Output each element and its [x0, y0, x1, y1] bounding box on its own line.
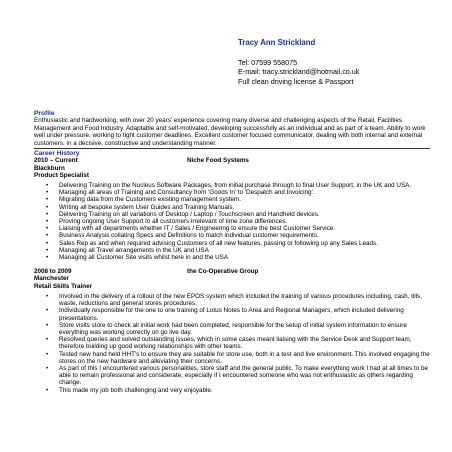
bullet-icon: •: [46, 210, 49, 218]
job-location: Blackburn: [34, 164, 65, 172]
bullet-icon: •: [46, 239, 49, 247]
duty-text: Involved in the delivery of a rollout of the new EPOS system which included the training of various procedures including, cash, tills, waste, reductions and general stores procedures.: [59, 292, 422, 308]
duty-text: This made my job both challenging and very enjoyable.: [59, 386, 213, 394]
job-header: [34, 157, 430, 179]
bullet-icon: •: [46, 254, 49, 262]
duty-text: Managing all areas of Training and Consultancy from 'Goods In' to 'Despatch and Invoicing'.: [59, 189, 315, 197]
list-item: [46, 336, 430, 350]
list-item: [46, 225, 430, 232]
career-heading: Career History: [34, 150, 80, 158]
list-item: [46, 218, 430, 225]
job-header: [34, 268, 430, 290]
cv-body: [34, 110, 430, 394]
email: E-mail: tracy.strickland@hotmail.co.uk: [238, 67, 360, 77]
list-item: [46, 211, 430, 218]
candidate-name: Tracy Ann Strickland: [238, 38, 316, 47]
bullet-icon: •: [46, 292, 49, 300]
list-item: [46, 247, 430, 254]
bullet-icon: •: [46, 386, 49, 394]
job-title: Product Specialist: [34, 171, 89, 179]
list-item: [46, 189, 430, 196]
profile-text: Enthusiastic and hardworking, with over 20 years' experience covering many diverse and challenging aspects of the Retail, Facilities Management and Food Industry. Adaptable and self-motivated, developing successfully as an individual and as part of a team. Ability to work well under pressure, working to tight customer deadlines. Excellent customer focused communicator, dealing with both internal and external customers, in a decisive, constructive and understanding manner.: [34, 117, 426, 147]
bullet-icon: •: [46, 203, 49, 211]
job-duties-list: [34, 182, 430, 261]
bullet-icon: •: [46, 350, 49, 358]
list-item: [46, 351, 430, 365]
bullet-icon: •: [46, 218, 49, 226]
duty-text: Managing all Customer Site visits whilst here in and the USA: [59, 254, 229, 262]
profile-heading: Profile: [34, 110, 55, 117]
duty-text: Individually responsible for the one to one training of Lotus Notes to Area and Regional Managers, which included delivering presentations.: [59, 307, 404, 322]
bullet-icon: •: [46, 232, 49, 240]
driving-licence: Full clean driving license & Passport: [238, 76, 354, 86]
bullet-icon: •: [46, 246, 49, 254]
duty-text: As part of this I encountered various personalities, store staff and the general public. To make everything work I had at all times to be able to remain professional and considerate, especially if I encountered someone who was not enthusiastic as others regarding change.: [59, 364, 429, 387]
duty-text: Sales Rep as and when required advising Customers of all new features, passing or following up any Sales Leads.: [59, 239, 378, 247]
duty-text: Managing all Travel arrangements in the UK and USA: [59, 246, 209, 254]
duty-text: Migrating data from the Customers existing management system.: [59, 196, 241, 204]
list-item: [46, 232, 430, 239]
bullet-icon: •: [46, 307, 49, 315]
list-item: [46, 254, 430, 261]
list-item: [46, 387, 430, 394]
list-item: [46, 365, 430, 387]
bullet-icon: •: [46, 225, 49, 233]
list-item: [46, 196, 430, 203]
list-item: [46, 322, 430, 336]
bullet-icon: •: [46, 196, 49, 204]
duty-text: Delivering Training on the Nucleus Software Packages, from initial purchase through to final User Support, in the UK and USA.: [59, 182, 412, 190]
bullet-icon: •: [46, 321, 49, 329]
list-item: [46, 293, 430, 307]
job-dates: 2008 to 2009: [34, 268, 72, 276]
job-list: [34, 157, 430, 393]
duty-text: Resolved queries and solved outstanding issues, which in some cases meant liaising with the Service Desk and Support team, therefore building up good working relationships with other teams.: [59, 336, 412, 351]
duty-text: Proving ongoing User Support to all customers irrelevant of time zone differences.: [59, 218, 288, 226]
job-entry: [34, 268, 430, 393]
duty-text: Writing all bespoke system User Guides and Training Manuals.: [59, 203, 235, 211]
job-duties-list: [34, 293, 430, 394]
job-entry: [34, 157, 430, 261]
bullet-icon: •: [46, 364, 49, 372]
job-location: Manchester: [34, 275, 69, 283]
bullet-icon: •: [46, 182, 49, 190]
section-divider: [34, 148, 430, 149]
bullet-icon: •: [46, 189, 49, 197]
job-dates: 2010 – Current: [34, 157, 78, 165]
duty-text: Tested new hand held HHT's to ensure they are suitable for store use, both in a test and live environment. This involved engaging the stores on the new hardware and alleviating their concerns.: [59, 350, 430, 365]
bullet-icon: •: [46, 336, 49, 344]
duty-text: Store visits store to check all initial work had been completed, responsible for the setup of initial system information to ensure everything was working correctly on go live day.: [59, 321, 407, 336]
list-item: [46, 240, 430, 247]
list-item: [46, 307, 430, 321]
job-company: Niche Food Systems: [187, 157, 249, 165]
job-spacer: [34, 261, 430, 268]
duty-text: Business Analysis collating Specs and Definitions to match individual customer requirements.: [59, 232, 319, 240]
job-company: the Co-Operative Group: [187, 268, 259, 276]
telephone: Tel: 07599 558075: [238, 57, 298, 67]
job-title: Retail Skills Trainer: [34, 282, 93, 290]
contact-header: [238, 38, 359, 86]
duty-text: Liaising with all departments whether IT / Sales / Engineering to ensure the best Customer Service.: [59, 225, 336, 233]
list-item: [46, 204, 430, 211]
list-item: [46, 182, 430, 189]
duty-text: Delivering Training on all variations of Desktop / Laptop / Touchscreen and Handheld devices.: [59, 210, 320, 218]
